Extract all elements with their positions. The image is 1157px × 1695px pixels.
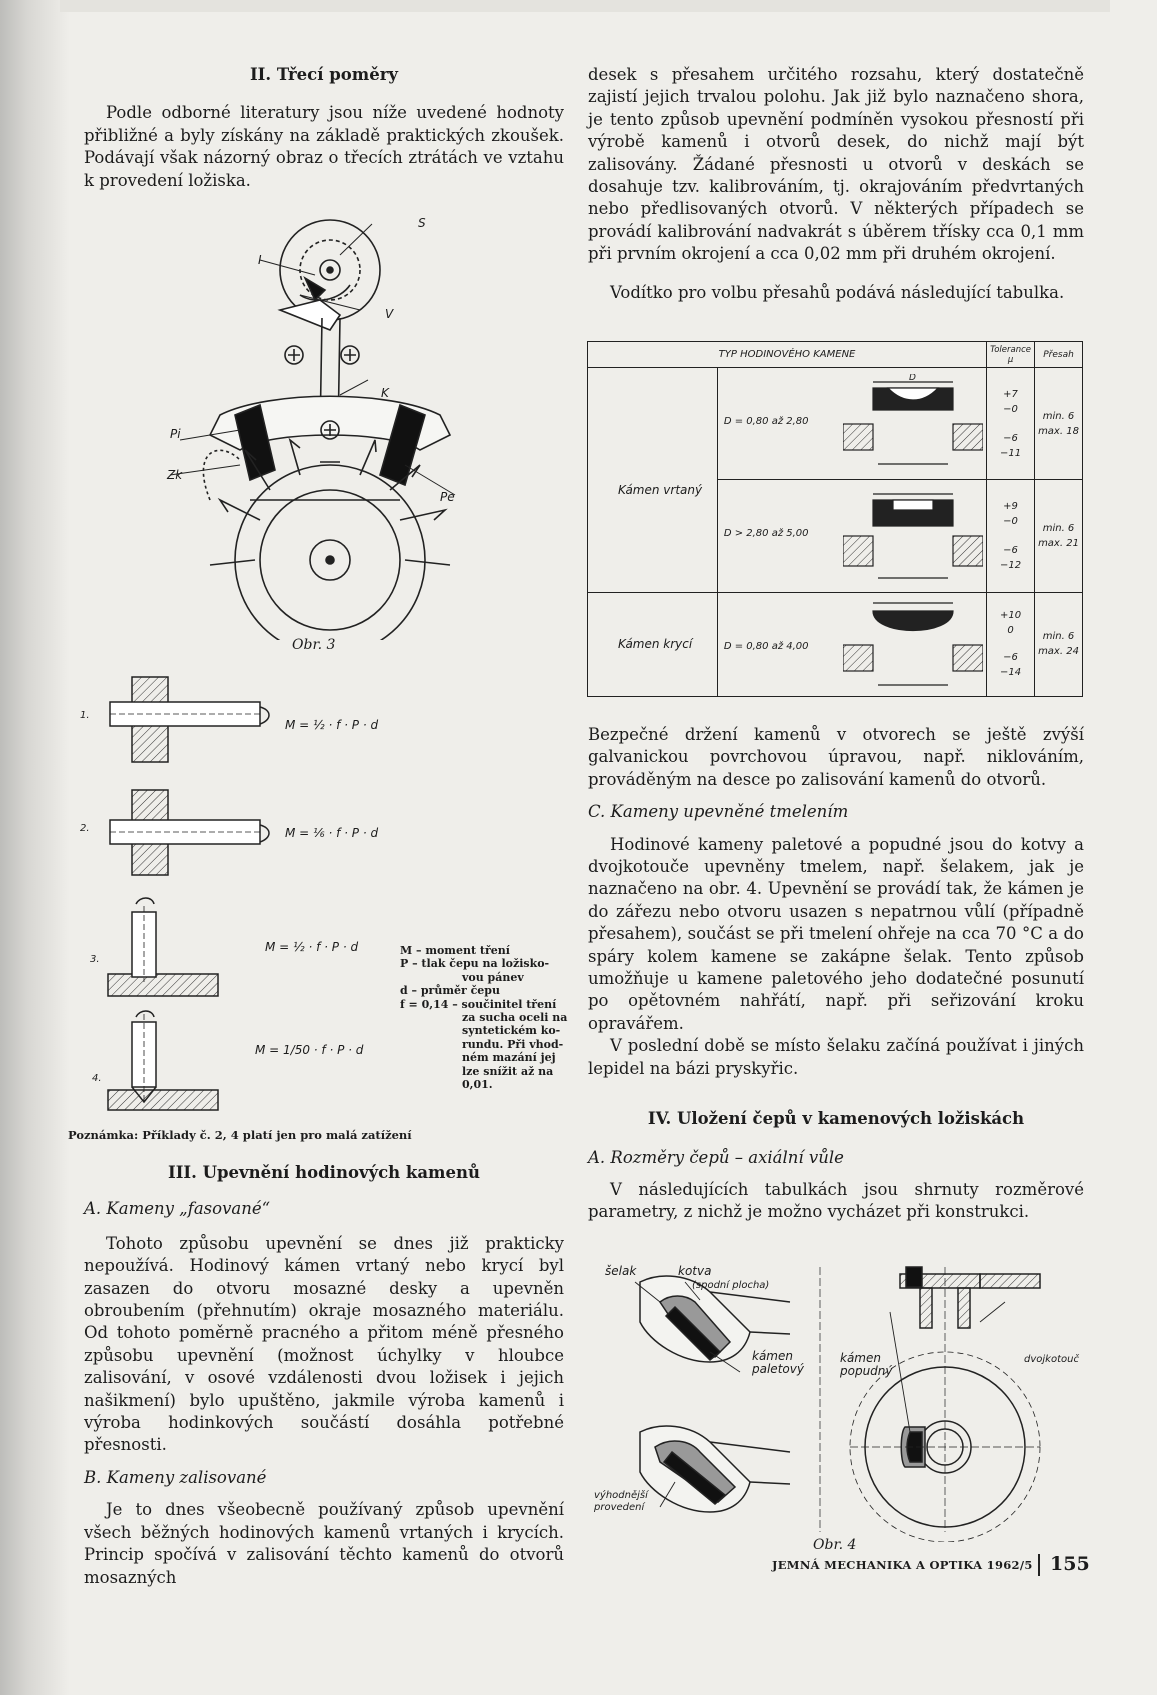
- table-row-1-cell: [717, 368, 986, 480]
- table-group-cap: Kámen krycí: [588, 592, 718, 696]
- row-1-tolerance: [987, 368, 1035, 480]
- table-group-drilled: Kámen vrtaný: [588, 368, 718, 593]
- row-3-overlap: [1035, 592, 1083, 696]
- tol: −0: [1003, 516, 1018, 528]
- fig3-label-k: K: [381, 386, 389, 400]
- legend-line: rundu. Při vhod-: [462, 1037, 564, 1051]
- tol: +10: [999, 610, 1022, 622]
- tol: −6: [1003, 432, 1018, 444]
- tol: −6: [1003, 652, 1018, 664]
- example-2-number: 2.: [80, 823, 90, 834]
- overlap: max. 18: [1038, 425, 1079, 437]
- example-1-number: 1.: [80, 710, 90, 721]
- fig3-label-pi: Pi: [170, 427, 181, 441]
- legend-line: M – moment tření: [400, 944, 510, 957]
- row-2-tolerance: [987, 480, 1035, 592]
- table-header-overlap: Přesah: [1035, 342, 1083, 368]
- legend-line: P – tlak čepu na ložisko-: [400, 957, 550, 971]
- example-3-number: 3.: [90, 954, 100, 965]
- tol: −6: [1003, 545, 1018, 557]
- example-1-formula: M = ½ · f · P · d: [285, 718, 379, 732]
- legend-line: lze snížit až na: [462, 1064, 554, 1078]
- example-3-formula: M = ½ · f · P · d: [265, 940, 359, 954]
- subsection-a-text: Tohoto způsobu upevnění se dnes již prakticky nepoužívá. Hodinový kámen vrtaný nebo krycí byl zasazen do otvoru mosazné desky a upevněn obroubením (přehnutím) okraje mosazného materiálu. Od tohoto poměrně pracného a přitom méně přesného způsobu upevnění (možnost úchylky v hloubce zalisování, v osové vzdálenosti dvou ložisek i jejich našikmení) bylo upuštěno, jakmile výroba kamenů i výroba hodinkových součástí dosáhla potřebné přesnosti.: [84, 1233, 564, 1455]
- row-2-overlap: [1035, 480, 1083, 592]
- tol: −0: [1003, 403, 1018, 415]
- overlap-table: [587, 341, 1083, 697]
- subsection-a-heading: A. Kameny „fasované“: [84, 1199, 271, 1219]
- section-2-text: Podle odborné literatury jsou níže uvedené hodnoty přibližné a byly získány na základě praktických zkoušek. Podávají však názorný obraz o třecích ztrátách ve vztahu k provedení ložiska.: [84, 103, 564, 190]
- fig3-label-zk: Zk: [167, 468, 183, 482]
- legend-line: f = 0,14 – součinitel tření: [400, 997, 557, 1011]
- footer-divider: [1038, 1554, 1040, 1576]
- fig4-label-kamen-popudny: kámen popudný: [840, 1351, 893, 1378]
- fig3-escapement-drawing: [150, 200, 510, 640]
- section-3-heading: III. Upevnění hodinových kamenů: [167, 1163, 480, 1182]
- fig3-label-pe: Pe: [440, 490, 455, 504]
- after-table-text: Bezpečné držení kamenů v otvorech se ještě zvýší galvanickou povrchovou úpravou, např. niklováním, prováděným na desce po zalisování kamenů do otvorů.: [588, 725, 1084, 789]
- row-3-jewel-drawing: [843, 597, 983, 693]
- tol: +9: [1003, 501, 1018, 513]
- overlap: min. 6: [1042, 523, 1075, 535]
- row-2-jewel-drawing: [843, 486, 983, 586]
- tol: −11: [999, 447, 1022, 459]
- fig4-label-dvojkotouc: dvojkotouč: [1024, 1354, 1079, 1365]
- friction-examples-drawing: [70, 672, 280, 1112]
- table-intro: Vodítko pro volbu přesahů podává následující tabulka.: [610, 282, 1065, 302]
- legend-line: ném mazání jej: [462, 1051, 556, 1065]
- subsection-c-heading: C. Kameny upevněné tmelením: [588, 802, 849, 822]
- left-column-bottom: [84, 1162, 564, 1589]
- fig3-label-i: I: [258, 253, 262, 267]
- overlap: min. 6: [1042, 410, 1075, 422]
- tol: −12: [999, 560, 1022, 572]
- subsection-b-text: Je to dnes všeobecně používaný způsob upevnění všech běžných hodinových kamenů vrtaných i krycích. Princip spočívá v zalisování těchto kamenů do otvorů mosazných: [84, 1500, 564, 1587]
- fig4-drawing: [600, 1262, 1080, 1542]
- section-2-heading: II. Třecí poměry: [249, 65, 399, 84]
- right-column-middle: [588, 724, 1084, 1224]
- row-2-range: D > 2,80 až 5,00: [723, 528, 809, 540]
- table-row-2-cell: [717, 480, 986, 592]
- top-edge: [60, 0, 1110, 12]
- fig4-label-kotva-sub: (spodní plocha): [692, 1280, 770, 1291]
- fig4-label-vyhodnejsi: výhodnější provedení: [594, 1490, 648, 1513]
- svg-text:D: D: [908, 374, 916, 384]
- subsection-c-text-1: Hodinové kameny paletové a popudné jsou do kotvy a dvojkotouče upevněny tmelem, např. šelakem, jak je naznačeno na obr. 4. Upevnění se provádí tak, že kámen je do zářezu nebo otvoru usazen s nepatrnou vůlí (případně přesahem), součást se při tmelení ohřeje na cca 70 °C a do spáry kolem kamene se zakápne šelak. Tento způsob umožňuje u kamene paletového jeho dodatečné posunutí po opětovném nahřátí, např. při seřizování kroku opravářem.: [588, 834, 1084, 1033]
- fig3-label-s: S: [418, 216, 426, 230]
- tol: 0: [1007, 625, 1014, 637]
- section-4-heading: IV. Uložení čepů v kamenových ložiskách: [647, 1109, 1025, 1129]
- tol: +7: [1003, 388, 1018, 400]
- tol: −14: [999, 667, 1022, 679]
- legend-line: vou pánev: [462, 970, 524, 984]
- table-header-tolerance: Tolerance μ: [987, 342, 1035, 368]
- table-row-3-cell: [717, 592, 986, 696]
- legend-line: za sucha oceli na: [462, 1011, 568, 1025]
- legend-line: 0,01.: [462, 1078, 493, 1092]
- overlap: max. 24: [1038, 646, 1079, 658]
- legend-line: d – průměr čepu: [400, 984, 500, 998]
- example-4-formula: M = 1/50 · f · P · d: [255, 1043, 364, 1057]
- formula-legend: [400, 944, 570, 1091]
- row-3-tolerance: [987, 592, 1035, 696]
- fig4-label-kotva: kotva: [678, 1264, 712, 1278]
- fig3-label-v: V: [385, 307, 394, 321]
- continued-text: desek s přesahem určitého rozsahu, který dostatečně zajistí jejich trvalou polohu. Jak již bylo naznačeno shora, je tento způsob upevnění podmíněn vysokou přesností při výrobě kamenů i otvorů desek, do nichž mají být zalisovány. Žádané přesnosti u otvorů v deskách se dosahuje tzv. kalibrováním, tj. okrajováním předvrtaných nebo předlisovaných otvorů. V některých případech se provádí kalibrování nadvakrát s úběrem třísky cca 0,1 mm při prvním okrojení a cca 0,02 mm při druhém okrojení.: [588, 65, 1084, 264]
- fig3-caption: Obr. 3: [292, 637, 336, 653]
- footer-journal: JEMNÁ MECHANIKA A OPTIKA 1962/5: [772, 1558, 1033, 1572]
- row-1-jewel-drawing: [843, 374, 983, 474]
- subsection-c-text-2: V poslední době se místo šelaku začíná používat i jiných lepidel na bázi pryskyřic.: [588, 1036, 1084, 1078]
- subsection-4a-heading: A. Rozměry čepů – axiální vůle: [588, 1147, 844, 1167]
- fig4-label-selak: šelak: [605, 1264, 637, 1278]
- row-3-range: D = 0,80 až 4,00: [723, 640, 809, 652]
- subsection-4a-text: V následujících tabulkách jsou shrnuty rozměrové parametry, z nichž je možno vycházet při konstrukci.: [588, 1179, 1084, 1222]
- fig4-caption: Obr. 4: [813, 1537, 857, 1553]
- examples-note: Poznámka: Příklady č. 2, 4 platí jen pro malá zatížení: [68, 1128, 412, 1142]
- legend-line: syntetickém ko-: [462, 1024, 561, 1038]
- row-1-overlap: [1035, 368, 1083, 480]
- subsection-b-heading: B. Kameny zalisované: [84, 1467, 267, 1487]
- table-header-type: TYP HODINOVÉHO KAMENE: [588, 342, 987, 368]
- overlap: max. 21: [1038, 538, 1079, 550]
- row-1-range: D = 0,80 až 2,80: [723, 416, 809, 428]
- binding-shadow: [0, 0, 70, 1695]
- overlap: min. 6: [1042, 631, 1075, 643]
- example-2-formula: M = ⅙ · f · P · d: [285, 826, 379, 840]
- fig4-label-kamen-paletovy: kámen paletový: [752, 1349, 804, 1376]
- right-column-top: [588, 64, 1084, 304]
- left-column-top: [84, 64, 564, 192]
- example-4-number: 4.: [92, 1073, 102, 1084]
- page-number: 155: [1050, 1553, 1090, 1575]
